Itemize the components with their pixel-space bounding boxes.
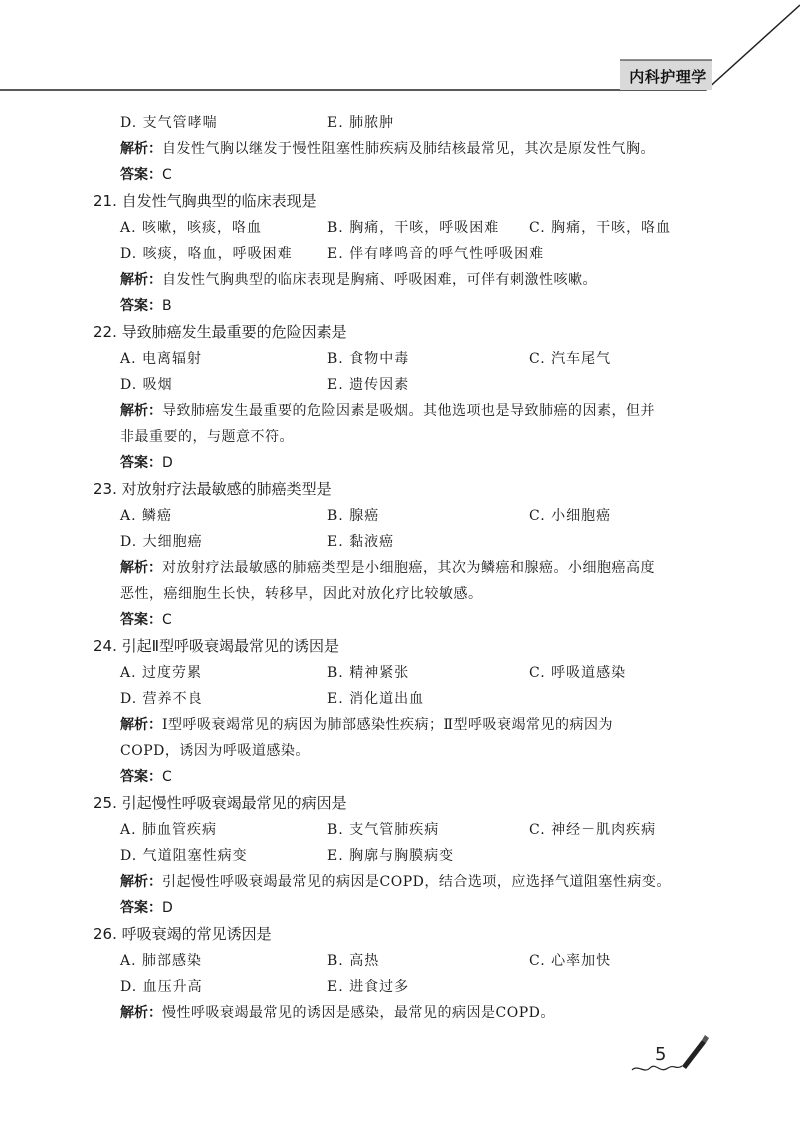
option-a: A. 过度劳累 [120,665,203,681]
option-b: B. 胸痛，干咳，呼吸困难 [327,220,500,236]
explanation [120,136,720,162]
option-b: B. 食物中毒 [327,351,410,367]
option-e: E. 黏液癌 [327,534,395,550]
page-header [0,0,800,110]
option-d: D. 咳痰，咯血，呼吸困难 [120,246,293,262]
explanation-label: 解析： [120,141,162,157]
question-title: 21. 自发性气胸典型的临床表现是 [93,192,317,210]
answer [120,162,172,188]
option-a: A. 肺部感染 [120,953,203,969]
explanation-label: 解析： [120,717,162,733]
option-b: B. 支气管肺疾病 [327,822,440,838]
explanation-text: 慢性呼吸衰竭最常见的诱因是感染，最常见的病因是COPD。 [162,1005,555,1021]
answer [120,293,172,319]
answer-value: D [162,900,173,916]
header-decoration [0,0,800,110]
question-title: 23. 对放射疗法最敏感的肺癌类型是 [93,480,332,498]
explanation-label: 解析： [120,272,162,288]
explanation-label: 解析： [120,874,162,890]
answer-label: 答案： [120,167,162,183]
answer-label: 答案： [120,612,162,628]
explanation-text: 对放射疗法最敏感的肺癌类型是小细胞癌，其次为鳞癌和腺癌。小细胞癌高度 [162,560,655,576]
answer-label: 答案： [120,900,162,916]
option-d: D. 支气管哮喘 [120,115,218,131]
explanation-label: 解析： [120,1005,162,1021]
explanation [120,1000,720,1026]
answer-value: C [162,769,172,785]
option-d: D. 营养不良 [120,691,203,707]
question-title: 22. 导致肺癌发生最重要的危险因素是 [93,323,347,341]
explanation-text: Ⅰ型呼吸衰竭常见的病因为肺部感染性疾病；Ⅱ型呼吸衰竭常见的病因为 [162,717,614,733]
option-b: B. 腺癌 [327,508,380,524]
question-title: 25. 引起慢性呼吸衰竭最常见的病因是 [93,794,347,812]
explanation [120,267,720,293]
option-a: A. 鳞癌 [120,508,173,524]
explanation [120,869,720,895]
explanation-text: 自发性气胸以继发于慢性阻塞性肺疾病及肺结核最常见，其次是原发性气胸。 [162,141,655,157]
explanation [120,555,720,581]
explanation-text: 导致肺癌发生最重要的危险因素是吸烟。其他选项也是导致肺癌的因素，但并 [162,403,655,419]
option-d: D. 大细胞癌 [120,534,203,550]
option-d: D. 血压升高 [120,979,203,995]
answer [120,607,172,633]
option-c: C. 神经－肌肉疾病 [529,822,657,838]
option-d: D. 气道阻塞性病变 [120,848,248,864]
answer-value: C [162,167,172,183]
explanation-text: 引起慢性呼吸衰竭最常见的病因是COPD，结合选项，应选择气道阻塞性病变。 [162,874,671,890]
answer-value: B [162,298,172,314]
option-e: E. 消化道出血 [327,691,425,707]
explanation [120,398,720,424]
answer [120,895,173,921]
option-e: E. 伴有哮鸣音的呼气性呼吸困难 [327,246,545,262]
option-c: C. 胸痛，干咳，咯血 [529,220,672,236]
option-a: A. 肺血管疾病 [120,822,218,838]
page-number: 5 [655,1044,667,1065]
explanation-label: 解析： [120,560,162,576]
answer-label: 答案： [120,769,162,785]
option-b: B. 精神紧张 [327,665,410,681]
option-c: C. 心率加快 [529,953,612,969]
explanation [120,712,720,738]
option-e: E. 进食过多 [327,979,410,995]
answer-value: D [162,455,173,471]
question-title: 26. 呼吸衰竭的常见诱因是 [93,925,272,943]
explanation-continued: 恶性，癌细胞生长快，转移早，因此对放化疗比较敏感。 [120,586,483,602]
option-d: D. 吸烟 [120,377,173,393]
question-title: 24. 引起Ⅱ型呼吸衰竭最常见的诱因是 [93,637,340,655]
option-c: C. 汽车尾气 [529,351,612,367]
option-c: C. 小细胞癌 [529,508,612,524]
explanation-text: 自发性气胸典型的临床表现是胸痛、呼吸困难，可伴有刺激性咳嗽。 [162,272,597,288]
option-e: E. 肺脓肿 [327,115,395,131]
option-e: E. 胸廓与胸膜病变 [327,848,455,864]
option-a: A. 咳嗽，咳痰，咯血 [120,220,263,236]
answer-label: 答案： [120,455,162,471]
option-e: E. 遗传因素 [327,377,410,393]
answer [120,450,173,476]
explanation-continued: COPD，诱因为呼吸道感染。 [120,743,310,759]
option-b: B. 高热 [327,953,380,969]
explanation-label: 解析： [120,403,162,419]
header-title: 内科护理学 [629,68,707,86]
answer-value: C [162,612,172,628]
option-c: C. 呼吸道感染 [529,665,627,681]
answer [120,764,172,790]
explanation-continued: 非最重要的，与题意不符。 [120,429,294,445]
option-a: A. 电离辐射 [120,351,203,367]
answer-label: 答案： [120,298,162,314]
